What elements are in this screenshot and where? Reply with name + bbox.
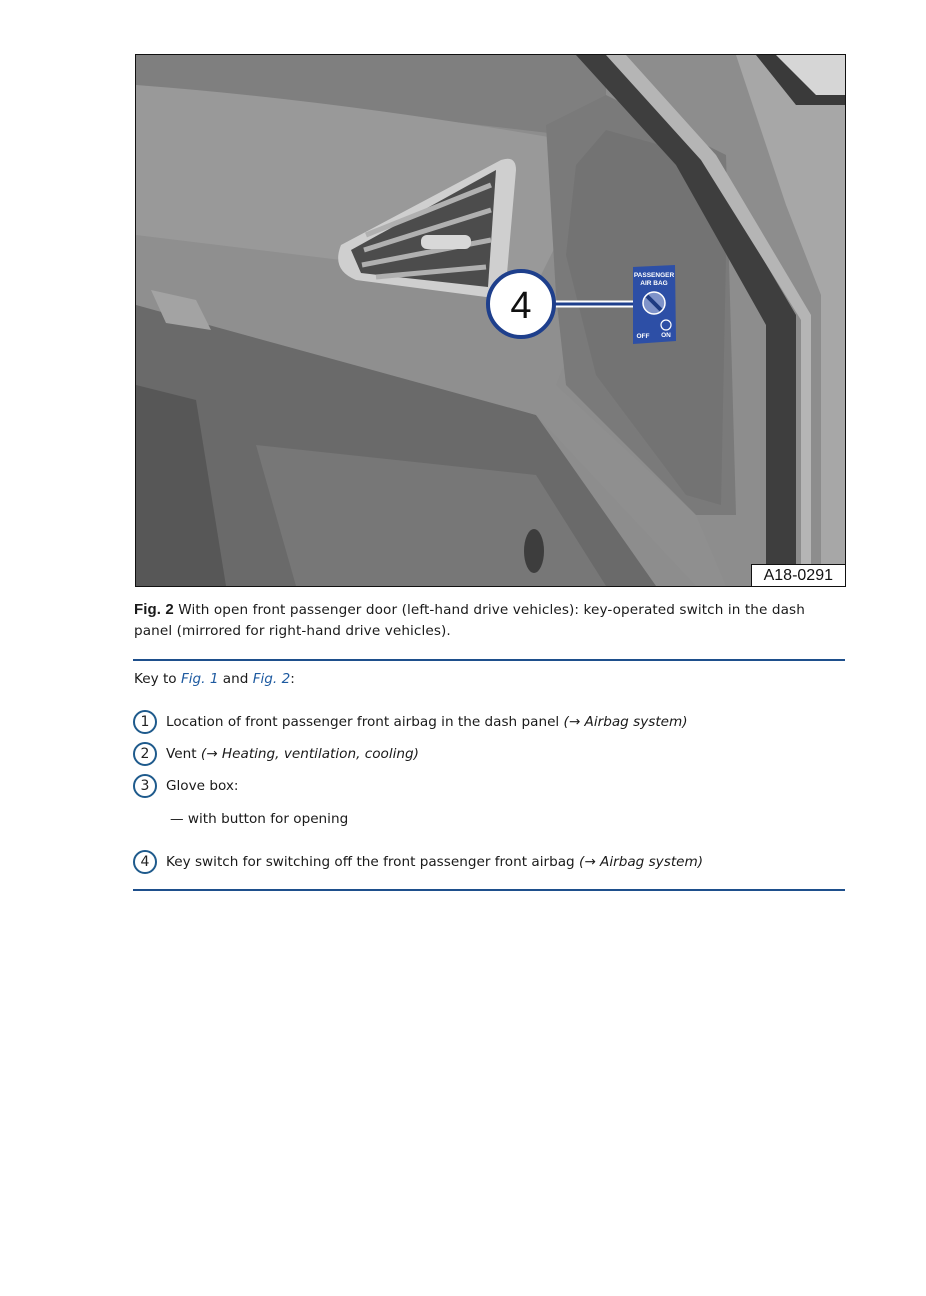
cross-ref-link[interactable]: (→ Airbag system) bbox=[579, 854, 704, 870]
key-item-text: Glove box: bbox=[166, 778, 239, 794]
key-item-text: Location of front passenger front airbag in the dash panel bbox=[166, 714, 560, 730]
key-item-text: Vent bbox=[166, 746, 197, 762]
svg-text:PASSENGER: PASSENGER bbox=[633, 272, 675, 279]
number-circle-icon: 3 bbox=[133, 774, 157, 798]
key-item-4 bbox=[133, 850, 703, 874]
svg-text:AIR BAG: AIR BAG bbox=[640, 280, 668, 287]
svg-text:ON: ON bbox=[661, 332, 671, 339]
key-suffix: : bbox=[290, 671, 295, 687]
section-rule-bottom bbox=[133, 889, 845, 891]
link-fig-2[interactable]: Fig. 2 bbox=[252, 671, 291, 687]
cross-ref-link[interactable]: (→ Airbag system) bbox=[563, 714, 688, 730]
key-intro bbox=[134, 671, 295, 687]
number-circle-icon: 2 bbox=[133, 742, 157, 766]
key-sub-item: — with button for opening bbox=[170, 811, 349, 827]
caption-figure-label: Fig. 2 bbox=[134, 601, 174, 618]
key-item-1 bbox=[133, 710, 688, 734]
figure-id-label: A18-0291 bbox=[751, 564, 845, 586]
section-rule-top bbox=[133, 659, 845, 661]
dashboard-illustration bbox=[136, 55, 845, 586]
key-item-2 bbox=[133, 742, 419, 766]
svg-text:OFF: OFF bbox=[636, 333, 650, 340]
key-conj: and bbox=[222, 671, 249, 687]
figure-image bbox=[135, 54, 846, 587]
key-item-3 bbox=[133, 774, 239, 798]
cross-ref-link[interactable]: (→ Heating, ventilation, cooling) bbox=[200, 746, 419, 762]
key-item-text: Key switch for switching off the front passenger front airbag bbox=[166, 854, 575, 870]
number-circle-icon: 4 bbox=[133, 850, 157, 874]
key-prefix: Key to bbox=[134, 671, 177, 687]
caption-text: With open front passenger door (left-hand drive vehicles): key-operated switch in the dash panel (mirrored for right-hand drive vehicles). bbox=[134, 602, 805, 639]
link-fig-1[interactable]: Fig. 1 bbox=[180, 671, 219, 687]
svg-text:4: 4 bbox=[510, 285, 532, 327]
number-circle-icon: 1 bbox=[133, 710, 157, 734]
figure-caption bbox=[134, 599, 834, 642]
